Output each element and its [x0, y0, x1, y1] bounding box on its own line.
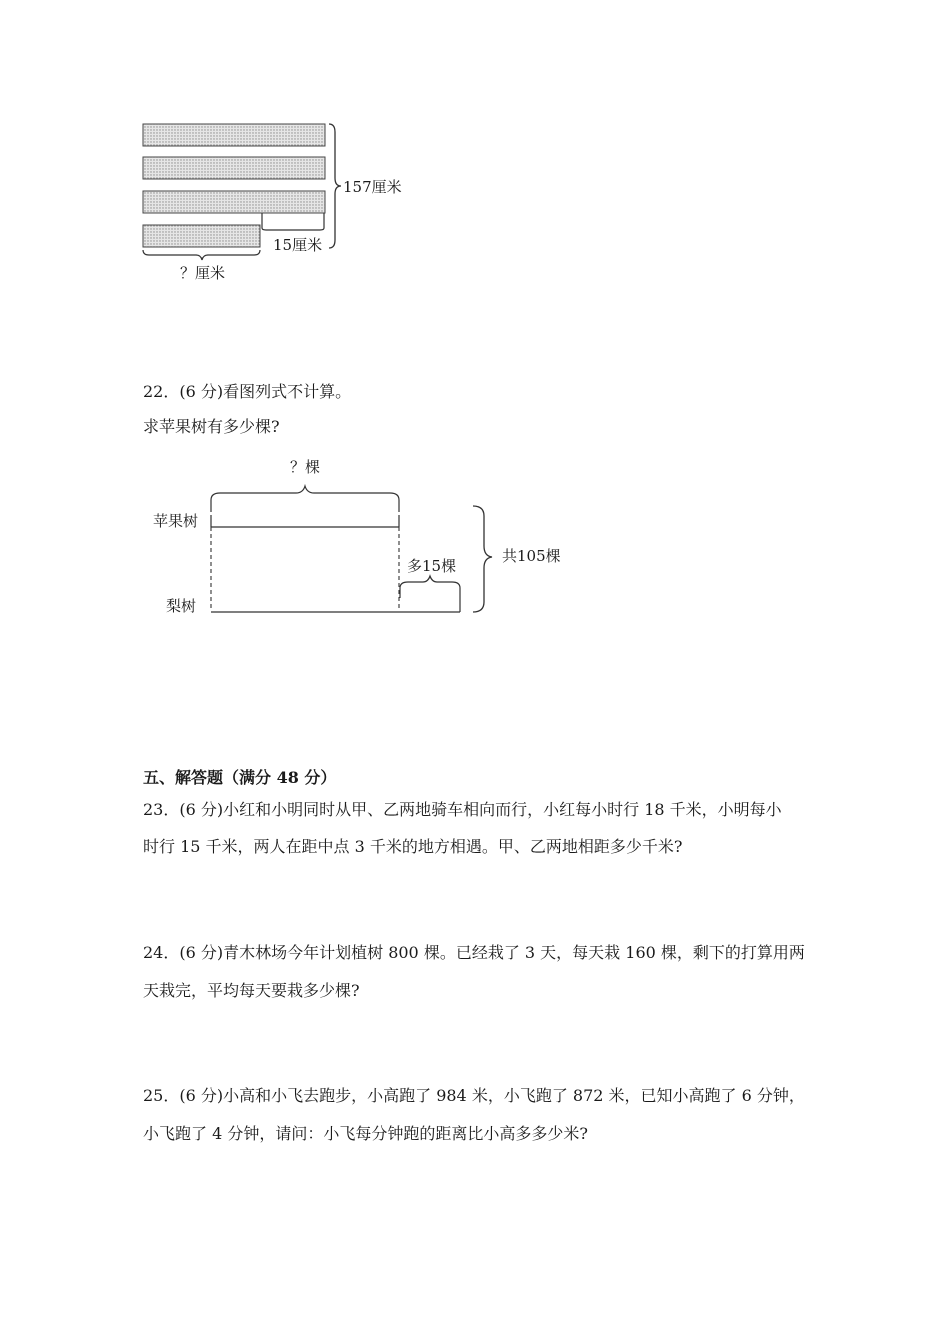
diff-count-brace [400, 576, 460, 598]
q23-line1: 23．(6 分)小红和小明同时从甲、乙两地骑车相向而行，小红每小时行 18 千米，小明每小 [143, 800, 782, 819]
total-count-brace [473, 506, 492, 612]
section-title: 五、解答题（满分 48 分） [143, 768, 337, 787]
unknown-label: ？厘米 [180, 264, 226, 282]
q23-line2: 时行 15 千米，两人在距中点 3 千米的地方相遇。甲、乙两地相距多少千米? [143, 837, 683, 856]
unknown-count-label: ？棵 [290, 458, 321, 476]
total-count-label: 共105棵 [502, 547, 561, 565]
q24-line2: 天栽完，平均每天要栽多少棵? [143, 981, 360, 1000]
pear-tree-label: 梨树 [166, 597, 197, 615]
total-label: 157厘米 [343, 178, 402, 196]
q24-line1: 24．(6 分)青木林场今年计划植树 800 棵。已经栽了 3 天，每天栽 160 棵，剩下的打算用两 [143, 943, 805, 962]
diff-label: 15厘米 [273, 236, 323, 254]
q25-line2: 小飞跑了 4 分钟，请问：小飞每分钟跑的距离比小高多多少米? [143, 1124, 588, 1143]
q22-question: 求苹果树有多少棵? [143, 417, 280, 436]
diff-count-label: 多15棵 [407, 557, 457, 575]
apple-tree-label: 苹果树 [153, 512, 199, 530]
tree-diagram [0, 0, 950, 640]
q25-line1: 25．(6 分)小高和小飞去跑步，小高跑了 984 米，小飞跑了 872 米，已知小高跑了 6 分钟， [143, 1086, 805, 1105]
q22-heading: 22．(6 分)看图列式不计算。 [143, 382, 352, 401]
apple-brace [211, 486, 399, 512]
